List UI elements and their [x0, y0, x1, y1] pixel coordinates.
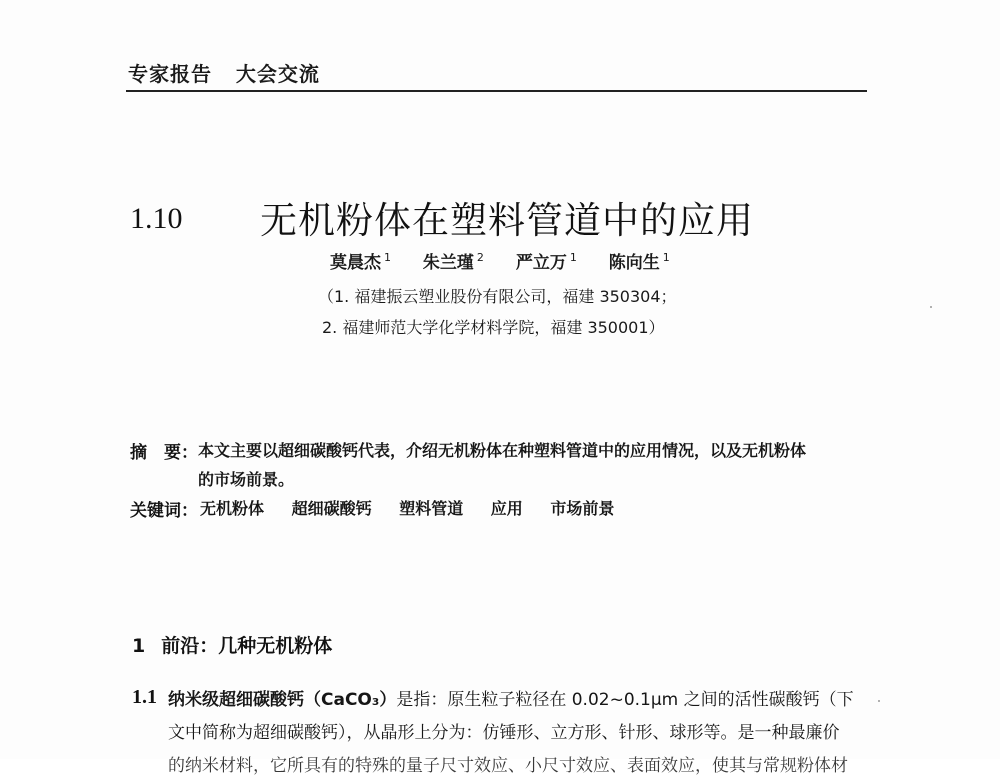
- body-line-rest: 是指：原生粒子粒径在 0.02~0.1μm 之间的活性碳酸钙（下: [396, 690, 854, 710]
- section-number: 1.10: [130, 202, 183, 235]
- keyword: 超细碳酸钙: [291, 499, 372, 518]
- abstract-text: [198, 436, 870, 494]
- scan-speck: [878, 700, 880, 702]
- section-heading-text: 前沿：几种无机粉体: [161, 635, 333, 657]
- author-name: 朱兰瑾: [422, 253, 474, 273]
- keyword: 无机粉体: [200, 499, 265, 518]
- author: [609, 253, 670, 273]
- running-head-part2: 大会交流: [235, 62, 320, 86]
- body-line: [168, 684, 880, 717]
- body-line: 文中简称为超细碳酸钙），从晶形上分为：仿锤形、立方形、针形、球形等。是一种最廉价: [168, 723, 840, 743]
- author-name: 莫晨杰: [330, 253, 381, 273]
- author: [516, 253, 577, 273]
- author-affiliation-mark: 1: [569, 251, 577, 265]
- author-name: 严立万: [515, 253, 567, 273]
- abstract-label: 摘 要：: [130, 443, 198, 463]
- abstract-line: 本文主要以超细碳酸钙代表，介绍无机粉体在种塑料管道中的应用情况，以及无机粉体: [198, 441, 807, 460]
- subsection-body: [168, 684, 880, 783]
- running-head-part1: 专家报告: [128, 62, 212, 86]
- header-rule: [126, 90, 867, 92]
- body-lead-term: 纳米级超细碳酸钙（CaCO₃）: [168, 690, 397, 710]
- author-name: 陈向生: [608, 253, 660, 273]
- author-list: [330, 248, 696, 273]
- keywords-label: 关键词：: [130, 501, 198, 521]
- keyword: 应用: [490, 499, 523, 518]
- keyword: 市场前景: [550, 499, 615, 518]
- keyword-list: [200, 496, 636, 519]
- author-affiliation-mark: 1: [384, 251, 391, 265]
- affiliation-line-1: （1. 福建振云塑业股份有限公司，福建 350304；: [318, 287, 677, 306]
- affiliation-line-2: 2. 福建师范大学化学材料学院，福建 350001）: [322, 318, 665, 337]
- author: [330, 253, 391, 273]
- scan-speck: [930, 306, 932, 308]
- keyword: 塑料管道: [399, 499, 464, 518]
- author: [423, 253, 484, 273]
- section-heading-number: 1: [132, 635, 146, 657]
- subsection-number: 1.1: [132, 686, 157, 708]
- running-head: [128, 58, 320, 87]
- paper-title: 无机粉体在塑料管道中的应用: [260, 199, 754, 242]
- author-affiliation-mark: 2: [476, 251, 484, 265]
- section-heading: [132, 631, 332, 658]
- author-affiliation-mark: 1: [662, 251, 670, 265]
- abstract-line: 的市场前景。: [198, 470, 295, 489]
- body-line: 的纳米材料，它所具有的特殊的量子尺寸效应、小尺寸效应、表面效应，使其与常规粉体材: [168, 756, 848, 776]
